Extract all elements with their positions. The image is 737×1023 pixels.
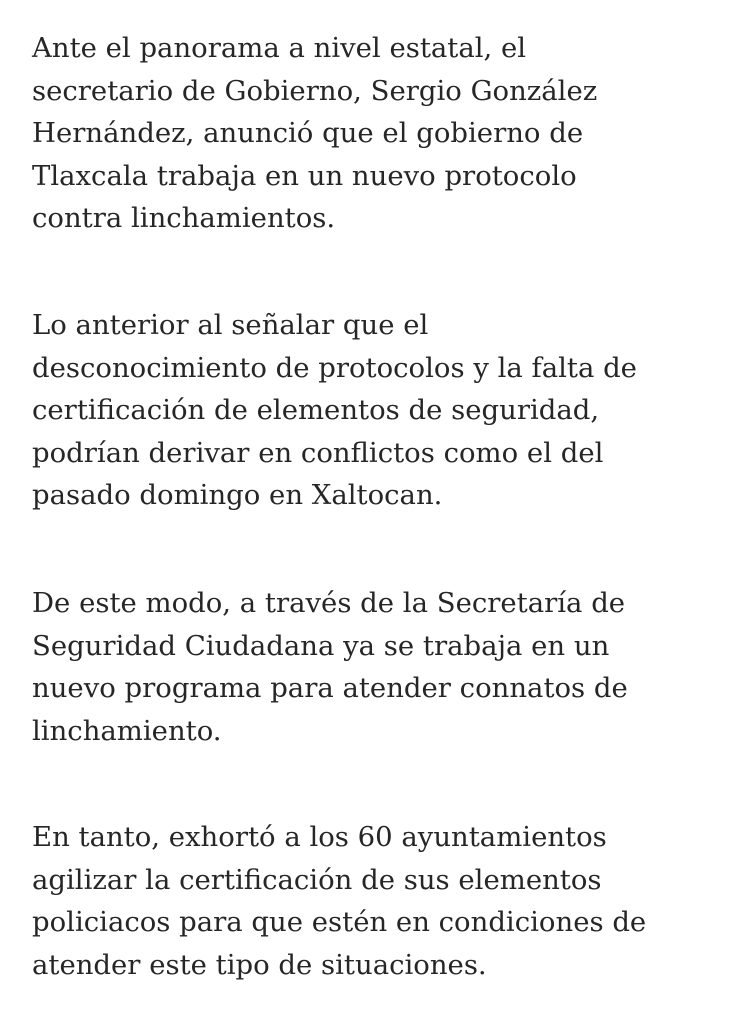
paragraph-line: linchamiento.	[32, 714, 222, 747]
paragraph-line: nuevo programa para atender connatos de	[32, 672, 628, 704]
paragraph-line: desconocimiento de protocolos y la falta de	[32, 351, 637, 384]
paragraph-certification-context	[32, 304, 637, 517]
paragraph-line: pasado domingo en Xaltocan.	[32, 479, 443, 511]
paragraph-line: Lo anterior al señalar que el	[32, 309, 429, 341]
paragraph-line: Hernández, anunció que el gobierno de	[32, 117, 584, 149]
paragraph-line: Tlaxcala trabaja en un nuevo protocolo	[32, 159, 577, 192]
paragraph-line: Ante el panorama a nivel estatal, el	[32, 32, 527, 64]
paragraph-new-program	[32, 582, 628, 752]
paragraph-line: policiacos para que estén en condiciones de	[32, 906, 647, 938]
paragraph-line: En tanto, exhortó a los 60 ayuntamientos	[32, 821, 607, 853]
paragraph-line: contra linchamientos.	[32, 202, 336, 234]
paragraph-line: agilizar la certificación de sus elementos	[32, 863, 602, 896]
paragraph-protocol-announcement	[32, 27, 597, 240]
paragraph-municipal-exhortation	[32, 816, 646, 986]
paragraph-line: certificación de elementos de seguridad,	[32, 394, 600, 426]
paragraph-line: atender este tipo de situaciones.	[32, 948, 487, 981]
paragraph-line: De este modo, a través de la Secretaría de	[32, 587, 626, 619]
paragraph-line: podrían derivar en conflictos como el del	[32, 436, 604, 469]
paragraph-line: Seguridad Ciudadana ya se trabaja en un	[32, 629, 610, 662]
paragraph-line: secretario de Gobierno, Sergio González	[32, 74, 598, 107]
